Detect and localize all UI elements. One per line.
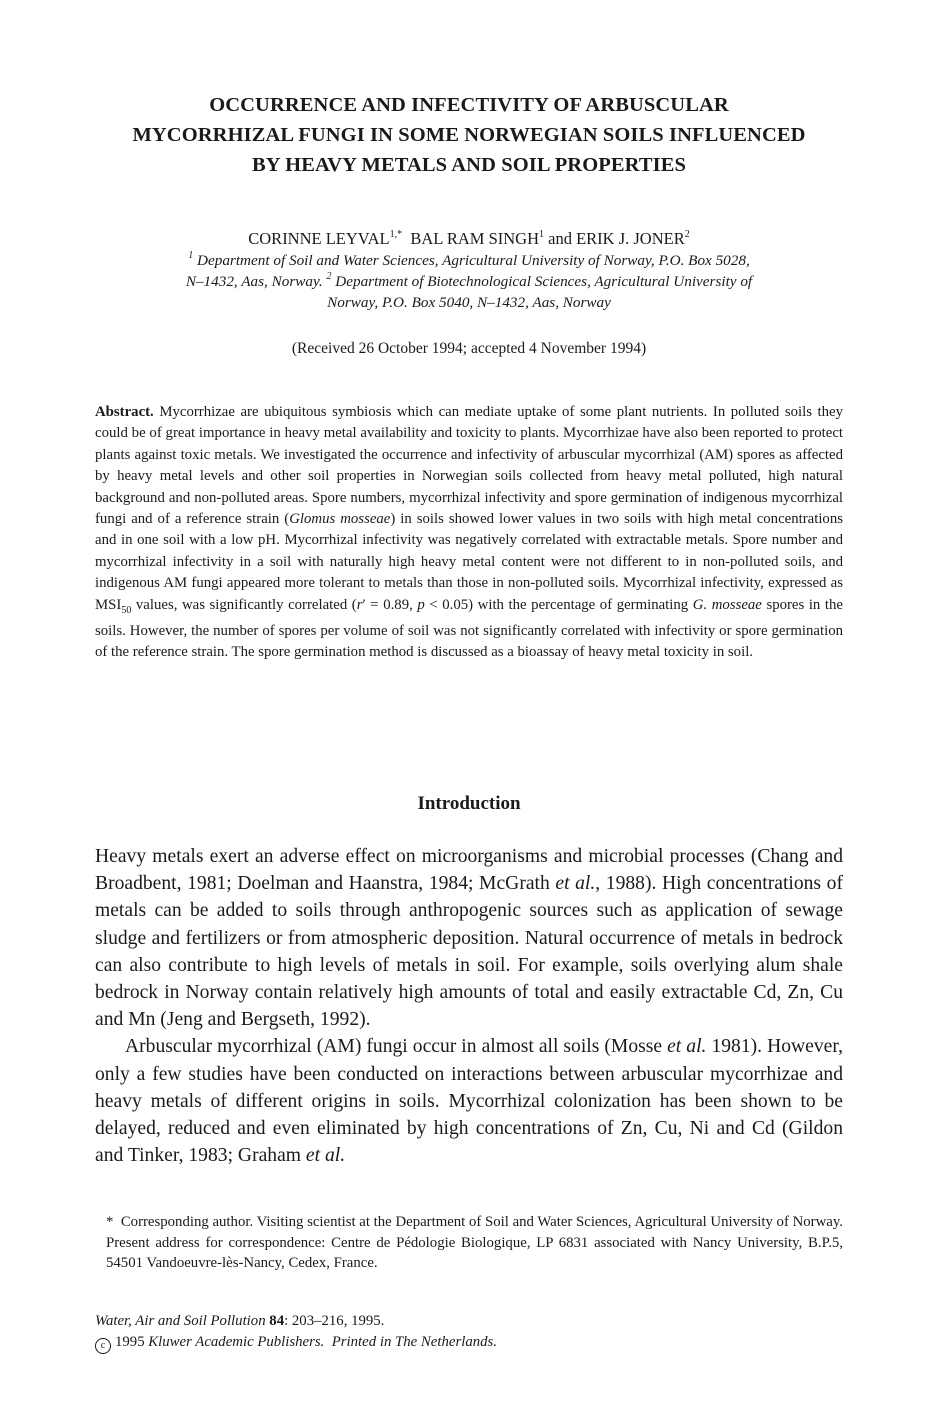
copyright-line [95, 1332, 843, 1354]
affiliation-text: N–1432, Aas, Norway. [185, 273, 323, 290]
author-sup: 2 [684, 228, 690, 240]
journal-info [95, 1311, 843, 1354]
footnote-text: Corresponding author. Visiting scientist at the Department of Soil and Water Sciences, Agricultural University of Norway. Present address for correspondence: Centre de Pédologie Biologique, LP 6831 associated with Nancy University, B.P.5, 54501 Vandoeuvre-lès-Nancy, Cedex, France. [106, 1214, 843, 1271]
author-name: CORINNE LEYVAL [248, 229, 390, 248]
et-al: et al. [555, 873, 596, 895]
footnote [95, 1212, 843, 1274]
species-name: Glomus mosseae [289, 511, 391, 528]
abstract-text: < 0.05) with the percentage of germinating [424, 596, 693, 613]
footnote-marker: * [106, 1214, 114, 1230]
affiliation-line: Norway, P.O. Box 5040, N–1432, Aas, Norway [327, 294, 611, 311]
author-name: ERIK J. JONER [576, 229, 685, 248]
author-conjunction: and [548, 229, 572, 248]
received-dates: (Received 26 October 1994; accepted 4 November 1994) [291, 340, 647, 357]
footnote-body [95, 1212, 843, 1274]
section-heading: Introduction [417, 793, 521, 814]
paragraph [95, 1033, 843, 1169]
journal-pages: : 203–216, 1995. [284, 1313, 385, 1329]
abstract [95, 402, 843, 664]
author-name: BAL RAM SINGH [410, 229, 539, 248]
abstract-label: Abstract. [95, 404, 154, 420]
abstract-text: values, was significantly correlated ( [131, 596, 357, 613]
species-name: G. mosseae [692, 596, 762, 613]
affiliation-sup: 2 [326, 270, 332, 282]
printed-in: Printed in The Netherlands. [331, 1333, 497, 1350]
r-prime: ′ [362, 596, 366, 613]
copyright-year: 1995 [115, 1333, 145, 1350]
author-sup: 1,* [389, 228, 403, 240]
publisher: Kluwer Academic Publishers. [148, 1333, 325, 1350]
affiliations [95, 250, 843, 313]
affiliation-text: Department of Soil and Water Sciences, Agricultural University of Norway, P.O. Box 5028, [197, 252, 750, 269]
affiliation-text: Department of Biotechnological Sciences, Agricultural University of [335, 273, 753, 290]
affiliation-sup: 1 [188, 249, 194, 261]
author-sup: 1 [539, 228, 544, 240]
title-line: BY HEAVY METALS AND SOIL PROPERTIES [252, 154, 686, 176]
msi-subscript: 50 [121, 604, 132, 616]
affiliation-line [95, 250, 843, 271]
et-al: et al. [667, 1036, 707, 1058]
p-symbol: p [417, 596, 425, 613]
et-al: et al. [305, 1145, 346, 1167]
abstract-text: = 0.89, [365, 596, 418, 613]
journal-name: Water, Air and Soil Pollution [95, 1313, 266, 1329]
affiliation-line [95, 271, 843, 292]
author-list [95, 228, 843, 250]
introduction-body [95, 843, 843, 1169]
paragraph [95, 843, 843, 1033]
paragraph-text: Heavy metals exert an adverse effect on microorganisms and microbial processes (Chang and Broadbent, 1981; Doelman and Haanstra, 1984; McGrath [95, 846, 843, 895]
journal-citation [95, 1311, 843, 1332]
abstract-text: ) in soils showed lower values in two soils with high metal concentrations and in one soil with a low pH. Mycorrhizal infectivity was negatively correlated with extractable metals. Spore number and mycorrhizal infectivity in a soil with naturally high heavy metal content were not different to in non-polluted soils, and indigenous AM fungi appeared more tolerant to metals than those in non-polluted soils. Mycorrhizal infectivity, expressed as MSI [95, 511, 843, 613]
abstract-text: Mycorrhizae are ubiquitous symbiosis which can mediate uptake of some plant nutrients. In polluted soils they could be of great importance in heavy metal availability and toxicity to plants. Mycorrhizae have also been reported to protect plants against toxic metals. We investigated the occurrence and infectivity of arbuscular mycorrhizal (AM) spores as affected by heavy metal levels and other soil properties in Norwegian soils collected from heavy metal polluted, high natural background and non-polluted areas. Spore numbers, mycorrhizal infectivity and spore germination of indigenous mycorrhizal fungi and of a reference strain ( [95, 404, 843, 528]
paper-title [95, 90, 843, 180]
abstract-text: spores in the soils. However, the number of spores per volume of soil was not significantly correlated with infectivity or spore germination of the reference strain. The spore germination method is discussed as a bioassay of heavy metal toxicity in soil. [95, 596, 843, 661]
copyright-icon: c [95, 1338, 111, 1354]
paragraph-text: Arbuscular mycorrhizal (AM) fungi occur in almost all soils (Mosse [125, 1036, 668, 1058]
paragraph-text: , 1988). High concentrations of metals can be added to soils through anthropogenic sources such as application of sewage sludge and fertilizers or from atmospheric deposition. Natural occurrence of metals in bedrock can also contribute to high levels of metals in soil. For example, soils overlying alum shale bedrock in Norway contain relatively high amounts of total and easily extractable Cd, Zn, Cu and Mn (Jeng and Bergseth, 1992). [95, 873, 843, 1031]
title-line: OCCURRENCE AND INFECTIVITY OF ARBUSCULAR [209, 94, 729, 116]
title-line: MYCORRHIZAL FUNGI IN SOME NORWEGIAN SOILS INFLUENCED [132, 124, 806, 146]
r-symbol: r [356, 596, 363, 613]
journal-volume: 84 [269, 1313, 285, 1329]
paragraph-text: 1981). However, only a few studies have been conducted on interactions between arbuscular mycorrhizae and heavy metals of different origins in soils. Mycorrhizal colonization has been shown to be delayed, reduced and even eliminated by high concentrations of Zn, Cu, Ni and Cd (Gildon and Tinker, 1983; Graham [95, 1036, 843, 1167]
